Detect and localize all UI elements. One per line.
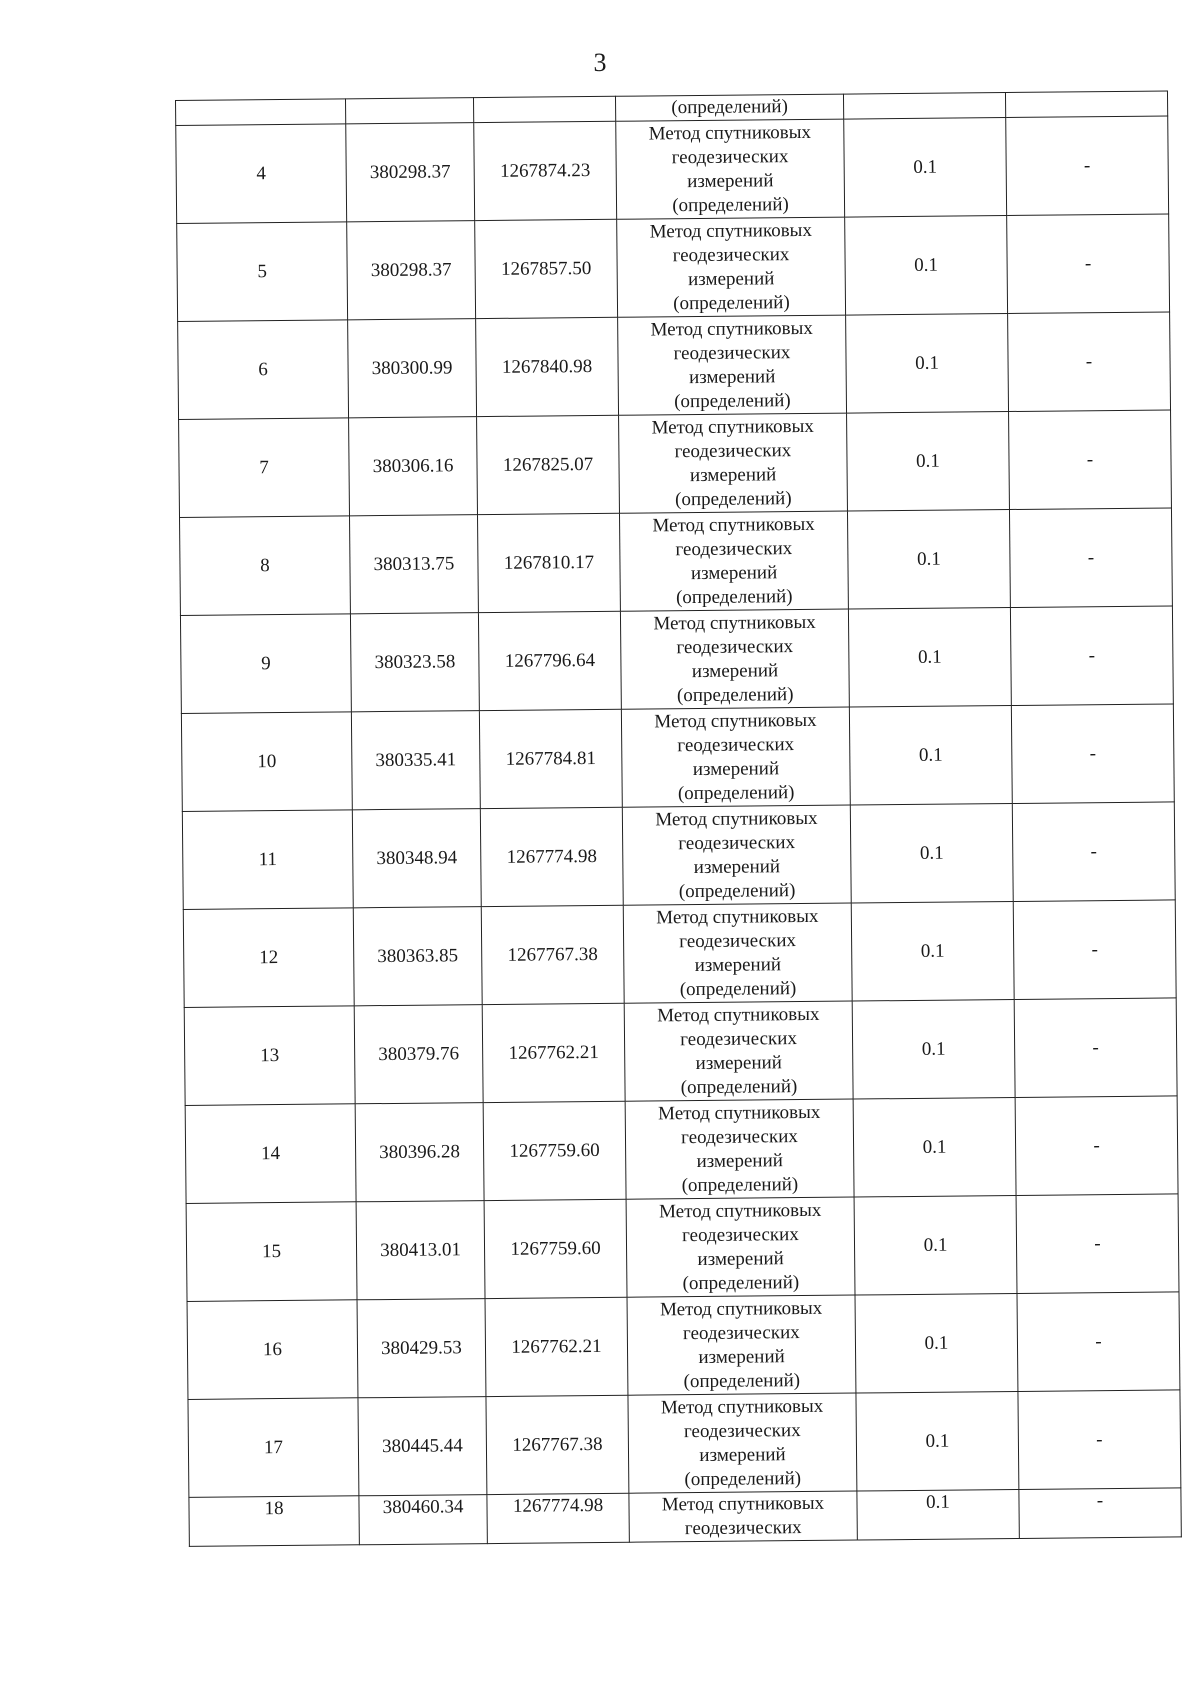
method-line: Метод спутниковых	[657, 1003, 820, 1026]
coord-x-cell: 380460.34	[359, 1495, 487, 1545]
method-line: (определений)	[673, 291, 790, 314]
coord-y-cell: 1267774.98	[480, 807, 623, 906]
method-line: геодезических	[680, 1027, 797, 1050]
method-line: геодезических	[674, 439, 792, 462]
method-line: геодезических	[675, 537, 793, 560]
method-cell	[618, 315, 847, 415]
accuracy-cell: 0.1	[848, 608, 1011, 708]
table-row	[182, 802, 1175, 910]
cell-empty	[345, 98, 473, 124]
method-line: измерений	[699, 1443, 786, 1466]
method-line: Метод спутниковых	[653, 611, 816, 634]
point-number-cell: 14	[185, 1104, 356, 1204]
accuracy-cell: 0.1	[846, 314, 1009, 414]
cell-empty	[1005, 91, 1167, 118]
method-line: (определений)	[683, 1369, 801, 1392]
point-number-cell: 8	[180, 516, 351, 616]
accuracy-cell: 0.1	[854, 1195, 1017, 1295]
point-number-cell: 10	[181, 712, 352, 812]
method-line: геодезических	[676, 635, 794, 658]
table-row	[177, 214, 1170, 322]
method-line: (определений)	[674, 389, 791, 412]
coord-y-cell: 1267762.21	[485, 1297, 628, 1396]
coord-y-cell: 1267796.64	[478, 611, 621, 710]
method-line: Метод спутниковых	[658, 1199, 822, 1222]
coord-x-cell: 380348.94	[352, 809, 481, 908]
method-line: измерений	[698, 1345, 785, 1368]
table-row	[176, 116, 1169, 224]
table-body	[176, 91, 1182, 1546]
note-cell: -	[1014, 998, 1177, 1098]
coord-x-cell: 380306.16	[349, 417, 478, 516]
coord-x-cell: 380323.58	[350, 613, 479, 712]
point-number-cell: 5	[177, 222, 348, 322]
method-cell	[628, 1393, 857, 1493]
coord-y-cell: 1267857.50	[475, 219, 618, 318]
coord-y-cell: 1267840.98	[476, 317, 619, 416]
table-row	[181, 704, 1174, 812]
coord-y-cell: 1267762.21	[482, 1003, 625, 1102]
note-cell: -	[1016, 1194, 1179, 1294]
coord-y-cell: 1267784.81	[479, 709, 622, 808]
method-line: (определений)	[680, 1075, 798, 1098]
point-number-cell: 9	[180, 614, 351, 714]
method-line: измерений	[691, 659, 779, 682]
coord-y-cell: 1267767.38	[481, 905, 624, 1004]
method-line: Метод спутниковых	[659, 1297, 823, 1320]
coord-y-cell: 1267825.07	[477, 415, 620, 514]
method-cell	[616, 119, 845, 219]
method-line: измерений	[696, 1149, 783, 1172]
method-line: измерений	[697, 1247, 784, 1270]
method-line: Метод спутниковых	[652, 513, 815, 536]
accuracy-cell: 0.1	[853, 1097, 1016, 1197]
table-row	[183, 900, 1176, 1008]
cell-empty	[473, 96, 615, 122]
point-number-cell: 18	[189, 1496, 359, 1547]
method-line: измерений	[688, 365, 776, 388]
method-line: измерений	[687, 267, 775, 290]
accuracy-cell: 0.1	[849, 705, 1012, 805]
method-line: (определений)	[674, 487, 792, 510]
coord-x-cell: 380335.41	[351, 711, 480, 810]
method-line: Метод спутниковых	[661, 1492, 825, 1516]
method-line: геодезических	[672, 243, 790, 266]
accuracy-cell: 0.1	[852, 999, 1015, 1099]
accuracy-cell: 0.1	[845, 216, 1008, 316]
table-row	[178, 312, 1171, 420]
coord-x-cell: 380313.75	[349, 515, 478, 614]
method-line: геодезических	[684, 1517, 802, 1540]
method-line: геодезических	[683, 1419, 801, 1442]
point-number-cell: 7	[179, 418, 350, 518]
coord-x-cell: 380396.28	[355, 1103, 484, 1202]
method-cell	[629, 1491, 857, 1542]
method-cell	[627, 1295, 856, 1395]
accuracy-cell: 0.1	[855, 1293, 1018, 1393]
method-line: (определений)	[677, 781, 795, 804]
coord-y-cell: 1267874.23	[474, 121, 617, 220]
cell-empty	[843, 93, 1005, 120]
coord-y-cell: 1267810.17	[477, 513, 620, 612]
method-line: (определений)	[676, 683, 794, 706]
method-line: измерений	[689, 463, 777, 486]
method-line: (определений)	[675, 585, 793, 608]
point-number-cell: 12	[183, 908, 354, 1008]
coord-y-cell: 1267767.38	[486, 1395, 629, 1494]
coord-x-cell: 380300.99	[348, 319, 477, 418]
coord-y-cell: 1267774.98	[487, 1493, 629, 1543]
carryover-method-cell: (определений)	[615, 94, 843, 121]
method-line: (определений)	[679, 977, 797, 1000]
method-cell	[623, 903, 852, 1003]
table-row	[189, 1488, 1181, 1547]
accuracy-cell: 0.1	[850, 803, 1013, 903]
note-cell: -	[1010, 606, 1173, 706]
method-cell	[624, 1001, 853, 1101]
method-line: геодезических	[681, 1125, 798, 1148]
table-row	[180, 606, 1173, 714]
coord-y-cell: 1267759.60	[483, 1101, 626, 1200]
point-number-cell: 15	[186, 1202, 357, 1302]
method-line: (определений)	[681, 1173, 799, 1196]
method-cell	[625, 1099, 854, 1199]
note-cell: -	[1008, 312, 1171, 412]
method-line: Метод спутниковых	[649, 219, 813, 242]
method-cell	[622, 805, 851, 905]
accuracy-cell: 0.1	[851, 901, 1014, 1001]
point-number-cell: 17	[188, 1398, 359, 1498]
accuracy-cell: 0.1	[844, 118, 1007, 218]
table-row	[179, 410, 1172, 518]
method-line: (определений)	[682, 1271, 800, 1294]
point-number-cell: 4	[176, 124, 347, 224]
method-cell	[619, 511, 848, 611]
table-row	[180, 508, 1173, 616]
accuracy-cell: 0.1	[856, 1391, 1019, 1491]
table-row	[188, 1390, 1181, 1498]
method-line: измерений	[687, 169, 774, 192]
coord-x-cell: 380413.01	[356, 1201, 485, 1300]
method-line: Метод спутниковых	[660, 1395, 824, 1418]
coord-x-cell: 380298.37	[346, 123, 475, 222]
method-line: Метод спутниковых	[648, 121, 812, 144]
coordinates-table	[175, 90, 1182, 1546]
point-number-cell: 13	[184, 1006, 355, 1106]
coord-x-cell: 380379.76	[354, 1005, 483, 1104]
note-cell: -	[1013, 900, 1176, 1000]
coord-x-cell: 380363.85	[353, 907, 482, 1006]
note-cell: -	[1015, 1096, 1178, 1196]
method-line: измерений	[690, 561, 778, 584]
method-line: Метод спутниковых	[655, 807, 818, 830]
coord-x-cell: 380445.44	[358, 1397, 487, 1496]
method-line: геодезических	[671, 145, 789, 168]
method-line: геодезических	[678, 831, 796, 854]
coord-x-cell: 380298.37	[347, 221, 476, 320]
coord-y-cell: 1267759.60	[484, 1199, 627, 1298]
note-cell: -	[1011, 704, 1174, 804]
note-cell: -	[1009, 508, 1172, 608]
method-line: (определений)	[678, 879, 796, 902]
note-cell: -	[1006, 116, 1169, 216]
method-cell	[617, 217, 846, 317]
point-number-cell: 11	[182, 810, 353, 910]
method-line: геодезических	[673, 341, 791, 364]
method-line: измерений	[694, 953, 782, 976]
method-line: Метод спутниковых	[658, 1101, 821, 1124]
method-line: (определений)	[672, 193, 789, 216]
method-line: Метод спутниковых	[654, 709, 817, 732]
table-row	[187, 1292, 1180, 1400]
note-cell: -	[1007, 214, 1170, 314]
method-line: Метод спутниковых	[656, 905, 819, 928]
table-row	[186, 1194, 1179, 1302]
method-line: геодезических	[677, 733, 795, 756]
accuracy-cell: 0.1	[857, 1489, 1019, 1540]
point-number-cell: 6	[178, 320, 349, 420]
method-line: геодезических	[681, 1223, 799, 1246]
accuracy-cell: 0.1	[847, 510, 1010, 610]
note-cell: -	[1009, 410, 1172, 510]
accuracy-cell: 0.1	[847, 412, 1010, 512]
method-line: (определений)	[684, 1467, 802, 1490]
cell-empty	[176, 99, 346, 126]
method-cell	[626, 1197, 855, 1297]
method-line: измерений	[695, 1051, 783, 1074]
table-row	[184, 998, 1177, 1106]
note-cell: -	[1012, 802, 1175, 902]
note-cell: -	[1017, 1292, 1180, 1392]
page-number: 3	[593, 48, 607, 77]
note-cell: -	[1019, 1488, 1181, 1539]
method-line: геодезических	[679, 929, 797, 952]
method-line: геодезических	[682, 1321, 800, 1344]
method-cell	[621, 707, 850, 807]
method-line: измерений	[693, 855, 781, 878]
point-number-cell: 16	[187, 1300, 358, 1400]
method-line: Метод спутниковых	[651, 415, 814, 438]
method-cell	[619, 413, 848, 513]
note-cell: -	[1018, 1390, 1181, 1490]
method-line: Метод спутниковых	[650, 317, 813, 340]
method-cell	[620, 609, 849, 709]
table-row	[185, 1096, 1178, 1204]
coord-x-cell: 380429.53	[357, 1299, 486, 1398]
method-line: измерений	[692, 757, 780, 780]
